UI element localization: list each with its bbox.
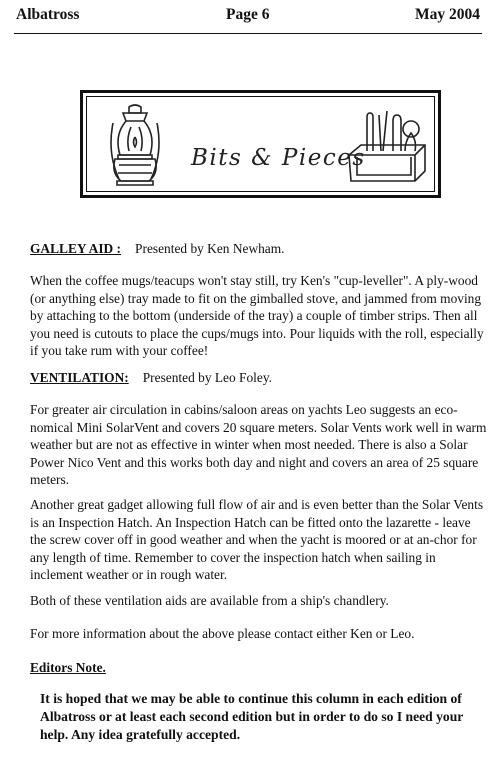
tool-rack-icon (345, 107, 431, 191)
ventilation-paragraph-3: Both of these ventilation aids are available from a ship's chandlery. (30, 593, 389, 608)
editors-note-heading-line (30, 659, 492, 677)
editors-note-heading: Editors Note. (30, 660, 106, 675)
ventilation-paragraph-2: Another great gadget allowing full flow of air and is even better than the Solar Vents is an Inspection Hatch. An Inspection Hatch can be fitted onto the lazarette - leave the screw cover off in good weather and when the yacht is moored or at an-chor for any length of time. Remember to cover the inspection hatch when sailing in inclement weather or in rough water. (30, 497, 484, 583)
editors-note-body: It is hoped that we may be able to continue this column in each edition of Albatross or at least each second edition but in order to do so I need your help. Any idea gratefully accepted. (40, 691, 464, 742)
ventilation-presenter: Presented by Leo Foley. (142, 370, 273, 385)
column-banner (80, 90, 441, 198)
galley-aid-heading: GALLEY AID : (30, 241, 122, 256)
ventilation-paragraph-4: For more information about the above please contact either Ken or Leo. (30, 626, 415, 641)
galley-aid-presenter: Presented by Ken Newham. (135, 241, 285, 256)
galley-aid-heading-line (30, 240, 492, 258)
page-number: Page 6 (226, 6, 270, 23)
header-divider (14, 33, 482, 34)
banner-title: Bits & Pieces (191, 145, 366, 171)
page-header (16, 6, 480, 30)
ventilation-heading-line (30, 369, 492, 387)
issue-date: May 2004 (414, 6, 480, 23)
lantern-icon (105, 103, 165, 193)
ventilation-heading: VENTILATION: (30, 370, 129, 385)
publication-name: Albatross (16, 6, 80, 23)
galley-aid-body: When the coffee mugs/teacups won't stay still, try Ken's "cup-leveller". A ply-wood (or anything else) tray made to fit on the gimballed stove, and jammed from moving by attaching to the bottom (underside of the tray) a couple of timber strips. Then all you need is cutouts to place the cups/mugs into. Pour liquids with the roll, especially if you take rum with your coffee! (30, 273, 484, 359)
ventilation-paragraph-1: For greater air circulation in cabins/saloon areas on yachts Leo suggests an eco-nomical Mini SolarVent and covers 20 square meters. Solar Vents work well in warm weather but are not as effective in winter when most needed. There is also a Solar Power Nico Vent and this works both day and night and covers an area of 25 square meters. (30, 402, 487, 488)
